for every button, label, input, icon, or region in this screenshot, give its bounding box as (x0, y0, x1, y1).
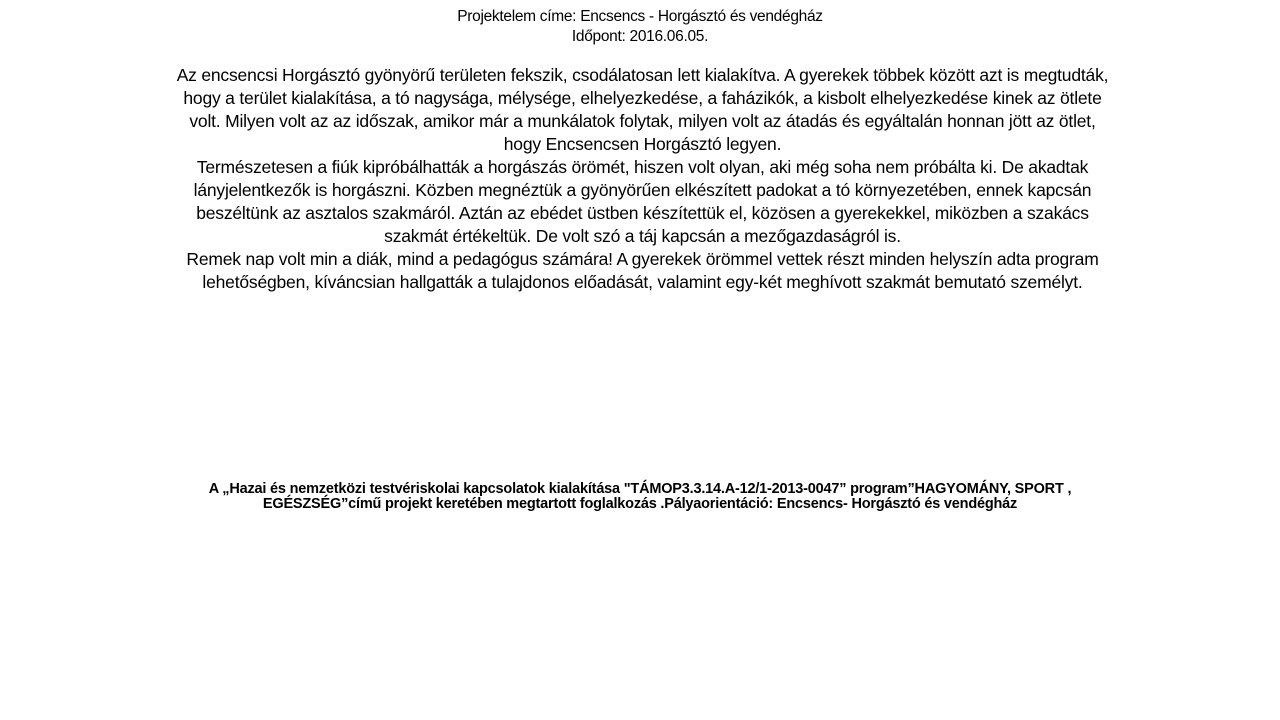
body-text (170, 64, 1115, 294)
footer-note: A „Hazai és nemzetközi testvériskolai kapcsolatok kialakítása "TÁMOP3.3.14.A-12/1-2013-0047” program”HAGYOMÁNY, SPORT , EGÉSZSÉG”című projekt keretében megtartott foglalkozás .Pályaorientáció: Encsencs- Horgásztó és vendégház (208, 481, 1072, 512)
project-title: Projektelem címe: Encsencs - Horgásztó és vendégház (457, 8, 823, 25)
paragraph-1: Az encsencsi Horgásztó gyönyörű területen fekszik, csodálatosan lett kialakítva. A gyerekek többek között azt is megtudták, hogy a terület kialakítása, a tó nagysága, mélysége, elhelyezkedése, a faházikók, a kisbolt elhelyezkedése kinek az ötlete volt. Milyen volt az az időszak, amikor már a munkálatok folytak, milyen volt az átadás és egyáltalán honnan jött az ötlet, hogy Encsencsen Horgásztó legyen. (176, 65, 1109, 154)
event-date: Időpont: 2016.06.05. (571, 28, 709, 45)
paragraph-2: Természetesen a fiúk kipróbálhatták a horgászás örömét, hiszen volt olyan, aki még soha nem próbálta ki. De akadtak lányjelentkezők is horgászni. Közben megnéztük a gyönyörűen elkészített padokat a tó környezetében, ennek kapcsán beszéltünk az asztalos szakmáról. Aztán az ebédet üstben készítettük el, közösen a gyerekekkel, miközben a szakács szakmát értékeltük. De volt szó a táj kapcsán a mezőgazdaságról is. (193, 157, 1092, 246)
header (340, 7, 940, 47)
paragraph-3: Remek nap volt min a diák, mind a pedagógus számára! A gyerekek örömmel vettek részt minden helyszín adta program lehetőségben, kíváncsian hallgatták a tulajdonos előadását, valamint egy-két meghívott szakmát bemutató személyt. (186, 249, 1099, 292)
